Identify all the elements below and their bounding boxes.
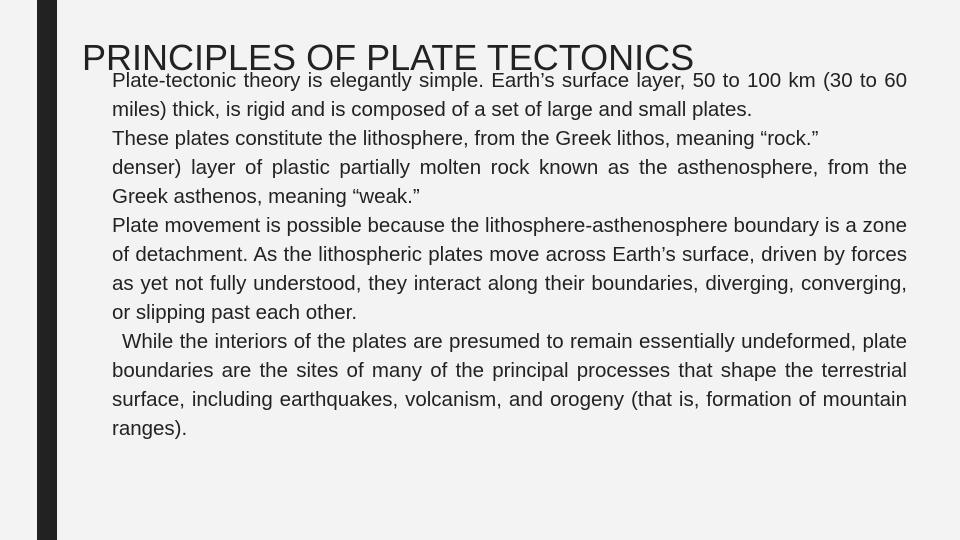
- left-accent-bar: [37, 0, 57, 540]
- paragraph-lithosphere: These plates constitute the lithosphere, from the Greek lithos, meaning “rock.”: [112, 127, 819, 150]
- paragraph-plate-boundaries: While the interiors of the plates are presumed to remain essentially undeformed, plate boundaries are the sites of many of the principal processes that shape the terrestrial surface, including earthquakes, volcanism, and orogeny (that is, formation of mountain ranges).: [112, 330, 907, 440]
- slide-title: PRINCIPLES OF PLATE TECTONICS: [82, 37, 695, 79]
- paragraph-plate-theory: Plate-tectonic theory is elegantly simple. Earth’s surface layer, 50 to 100 km (30 to 60 miles) thick, is rigid and is composed of a set of large and small plates.: [112, 69, 907, 121]
- paragraph-plate-movement: Plate movement is possible because the lithosphere-asthenosphere boundary is a zone of detachment. As the lithospheric plates move across Earth’s surface, driven by forces as yet not fully understood, they interact along their boundaries, diverging, converging, or slipping past each other.: [112, 214, 907, 324]
- slide-body: [112, 66, 907, 443]
- paragraph-asthenosphere: denser) layer of plastic partially molten rock known as the asthenosphere, from the Greek asthenos, meaning “weak.”: [112, 156, 907, 208]
